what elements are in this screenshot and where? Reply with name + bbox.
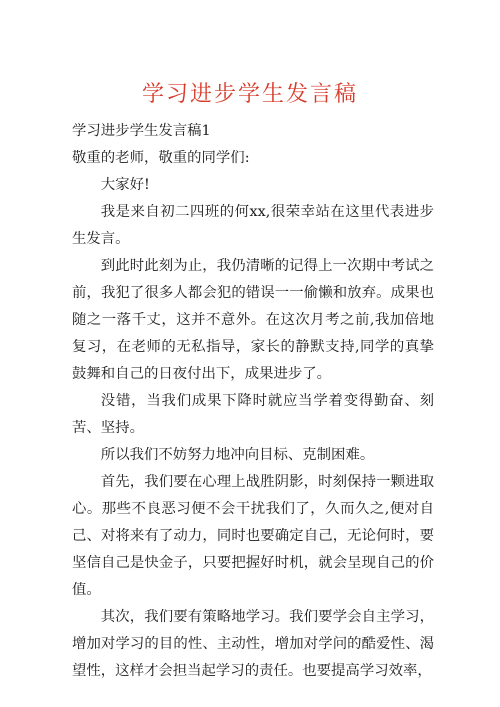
- paragraph: 我是来自初二四班的何xx,很荣幸站在这里代表进步生发言。: [72, 204, 434, 247]
- document-body: [72, 118, 434, 685]
- paragraph: 所以我们不妨努力地冲向目标、克制困难。: [100, 447, 375, 463]
- paragraph: 到此时此刻为止，我仍清晰的记得上一次期中考试之前，我犯了很多人都会犯的错误一一偷懒和放弃。成果也随之一落千丈，这并不意外。在这次月考之前,我加倍地复习，在老师的无私指导，家长的静默支持,同学的真挚鼓舞和自己的日夜付出下，成果进步了。: [72, 258, 434, 382]
- paragraph: 没错，当我们成果下降时就应当学着变得勤奋、刻苦、坚持。: [72, 393, 434, 436]
- paragraph: 其次，我们要有策略地学习。我们要学会自主学习，增加对学习的目的性、主动性，增加对学问的酷爱性、渴望性，这样才会担当起学习的责任。也要提高学习效率，: [72, 609, 434, 679]
- paragraph: 首先，我们要在心理上战胜阴影，时刻保持一颗进取心。那些不良恶习便不会干扰我们了，久而久之,便对自己、对将来有了动力，同时也要确定自己，无论何时，要坚信自己是快金子，只要把握好时机，就会呈现自己的价值。: [72, 474, 434, 598]
- paragraph: 敬重的老师，敬重的同学们:: [72, 150, 250, 166]
- document-title: 学习进步学生发言稿: [141, 82, 358, 107]
- paragraph: 大家好!: [100, 177, 150, 193]
- paragraph: 学习进步学生发言稿1: [72, 123, 211, 139]
